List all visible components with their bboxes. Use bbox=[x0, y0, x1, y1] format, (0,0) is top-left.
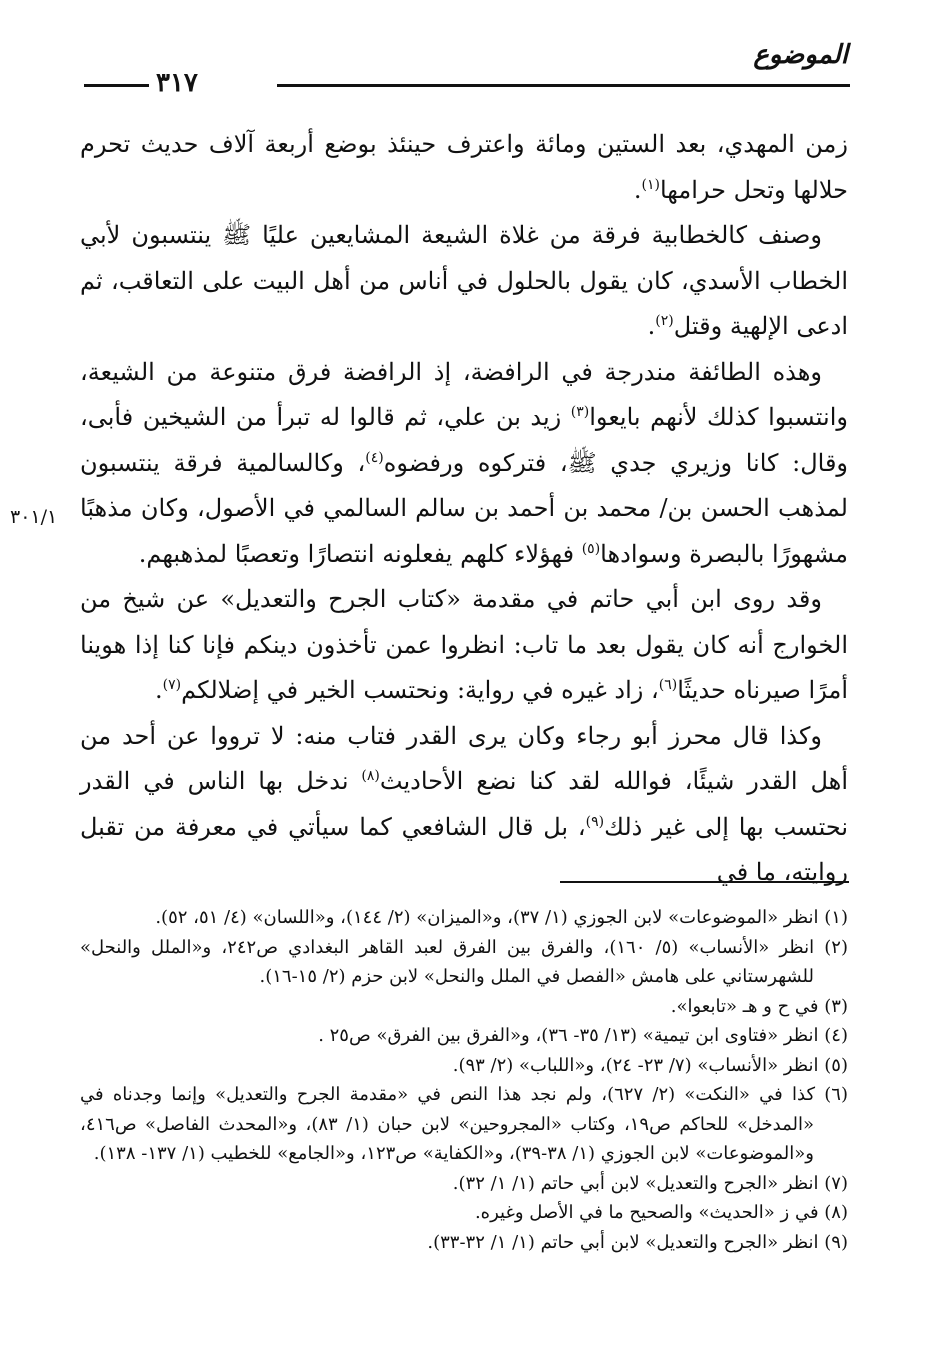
paragraph-text: زيد بن علي، ثم قالوا له تبرأ من الشيخين فأبى، وقال: كانا وزيري جدي ﷺ، فتركوه ورفضوه bbox=[80, 403, 849, 477]
footnote: (٥) انظر «الأنساب» (٧/ ٢٣- ٢٤)، و«اللباب» (٢/ ٩٣). bbox=[452, 1054, 848, 1076]
footnote: (٦) كذا في «النكت» (٢/ ٦٢٧)، ولم نجد هذا النص في «مقدمة الجرح والتعديل» وإنما وجدناه في «المدخل» للحاكم ص١٩، وكتاب «المجروحين» لابن حبان (١/ ٨٣)، و«المحدث الفاصل» ص٤١٦، و«الموضوعات» لابن الجوزي (١/ ٣٨-٣٩)، و«الكفاية» ص١٢٣، و«الجامع» للخطيب (١/ ١٣٧- ١٣٨). bbox=[80, 1084, 848, 1164]
paragraph bbox=[80, 577, 848, 714]
main-text bbox=[80, 122, 848, 896]
footnote-marker: (٣) bbox=[570, 404, 590, 420]
paragraph-text: وقد روى ابن أبي حاتم في مقدمة «كتاب الجرح والتعديل» عن شيخ من الخوارج أنه كان يقول بعد ما تاب: انظروا عمن تأخذون دينكم فإنا كنا إذا هوينا أمرًا صيرناه حديثًا bbox=[80, 585, 848, 704]
footnote: (١) انظر «الموضوعات» لابن الجوزي (١/ ٣٧)، و«الميزان» (٢/ ١٤٤)، و«اللسان» (٤/ ٥١، ٥٢). bbox=[155, 907, 848, 928]
page-number: ٣١٧ bbox=[156, 68, 198, 98]
footnote-separator bbox=[560, 881, 849, 883]
footnote: (٤) انظر «فتاوى ابن تيمية» (١٣/ ٣٥- ٣٦)، و«الفرق بين الفرق» ص٢٥ . bbox=[318, 1025, 848, 1046]
running-header bbox=[70, 38, 850, 98]
footnote: (٨) في ز «الحديث» والصحيح ما في الأصل وغيره. bbox=[474, 1202, 848, 1223]
paragraph-text: ، بل قال الشافعي كما سيأتي في معرفة من تقبل روايته، ما في bbox=[80, 812, 848, 886]
footnote-marker: (٥) bbox=[581, 540, 601, 557]
footnote-marker: (٤) bbox=[365, 449, 384, 466]
footnote-marker: (٢) bbox=[655, 313, 674, 329]
footnote-marker: (٩) bbox=[585, 813, 605, 830]
paragraph bbox=[80, 213, 848, 350]
paragraph-text: وصنف كالخطابية فرقة من غلاة الشيعة المشايعين عليًا ﷺ ينتسبون لأبي الخطاب الأسدي، كان يقول بالحلول في أناس من أهل البيت على التعاقب، ثم ادعى الإلهية وقتل bbox=[80, 221, 848, 340]
paragraph bbox=[80, 350, 848, 578]
paragraph-text: . bbox=[633, 175, 642, 204]
paragraph-text: ، وكالسالمية فرقة ينتسبون لمذهب الحسن بن/ محمد بن أحمد بن سالم السالمي في الأصول، وكان مذهبًا مشهورًا بالبصرة وسوادها bbox=[80, 448, 848, 568]
paragraph-text: ، زاد غيره في رواية: ونحتسب الخير في إضلالكم bbox=[181, 676, 659, 704]
paragraph-text: ندخل بها الناس في القدر نحتسب بها إلى غير ذلك bbox=[80, 767, 848, 841]
footnote: (٢) انظر «الأنساب» (٥/ ١٦٠)، والفرق بين الفرق لعبد القاهر البغدادي ص٢٤٢، و«الملل والنحل» للشهرستاني على هامش «الفصل في الملل والنحل» لابن حزم (٢/ ١٥-١٦). bbox=[80, 936, 848, 987]
paragraph-text: وكذا قال محرز أبو رجاء وكان يرى القدر فتاب منه: لا ترووا عن أحد من أهل القدر شيئًا، فوالله لقد كنا نضع الأحاديث bbox=[80, 721, 848, 795]
footnote-marker: (٦) bbox=[658, 677, 678, 693]
margin-reference: ٣٠١/١ bbox=[10, 506, 58, 528]
paragraph-text: وهذه الطائفة مندرجة في الرافضة، إذ الرافضة فرق متنوعة من الشيعة، وانتسبوا كذلك لأنهم بايعوا bbox=[80, 357, 848, 431]
footnote: (٧) انظر «الجرح والتعديل» لابن أبي حاتم (١/ ١/ ٣٢). bbox=[452, 1172, 848, 1194]
paragraph bbox=[80, 714, 848, 896]
header-rule-short bbox=[84, 84, 149, 87]
paragraph-text: فهؤلاء كلهم يفعلونه انتصارًا وتعصبًا لمذهبهم. bbox=[138, 539, 582, 568]
footnote: (٣) في ح و هـ «تابعوا». bbox=[670, 995, 848, 1017]
paragraph bbox=[80, 122, 848, 213]
footnote-marker: (٨) bbox=[361, 768, 380, 784]
footnotes bbox=[80, 903, 848, 1257]
running-title: الموضوع bbox=[753, 40, 848, 70]
footnote-marker: (١) bbox=[641, 176, 660, 193]
header-rule bbox=[277, 84, 850, 87]
footnote: (٩) انظر «الجرح والتعديل» لابن أبي حاتم (١/ ١/ ٣٢-٣٣). bbox=[427, 1231, 848, 1253]
paragraph-text: . bbox=[647, 312, 656, 340]
paragraph-text: . bbox=[155, 676, 163, 704]
footnote-marker: (٧) bbox=[162, 677, 182, 693]
paragraph-text: زمن المهدي، بعد الستين ومائة واعترف حينئذ بوضع أربعة آلاف حديث تحرم حلالها وتحل حرامها bbox=[80, 130, 848, 204]
